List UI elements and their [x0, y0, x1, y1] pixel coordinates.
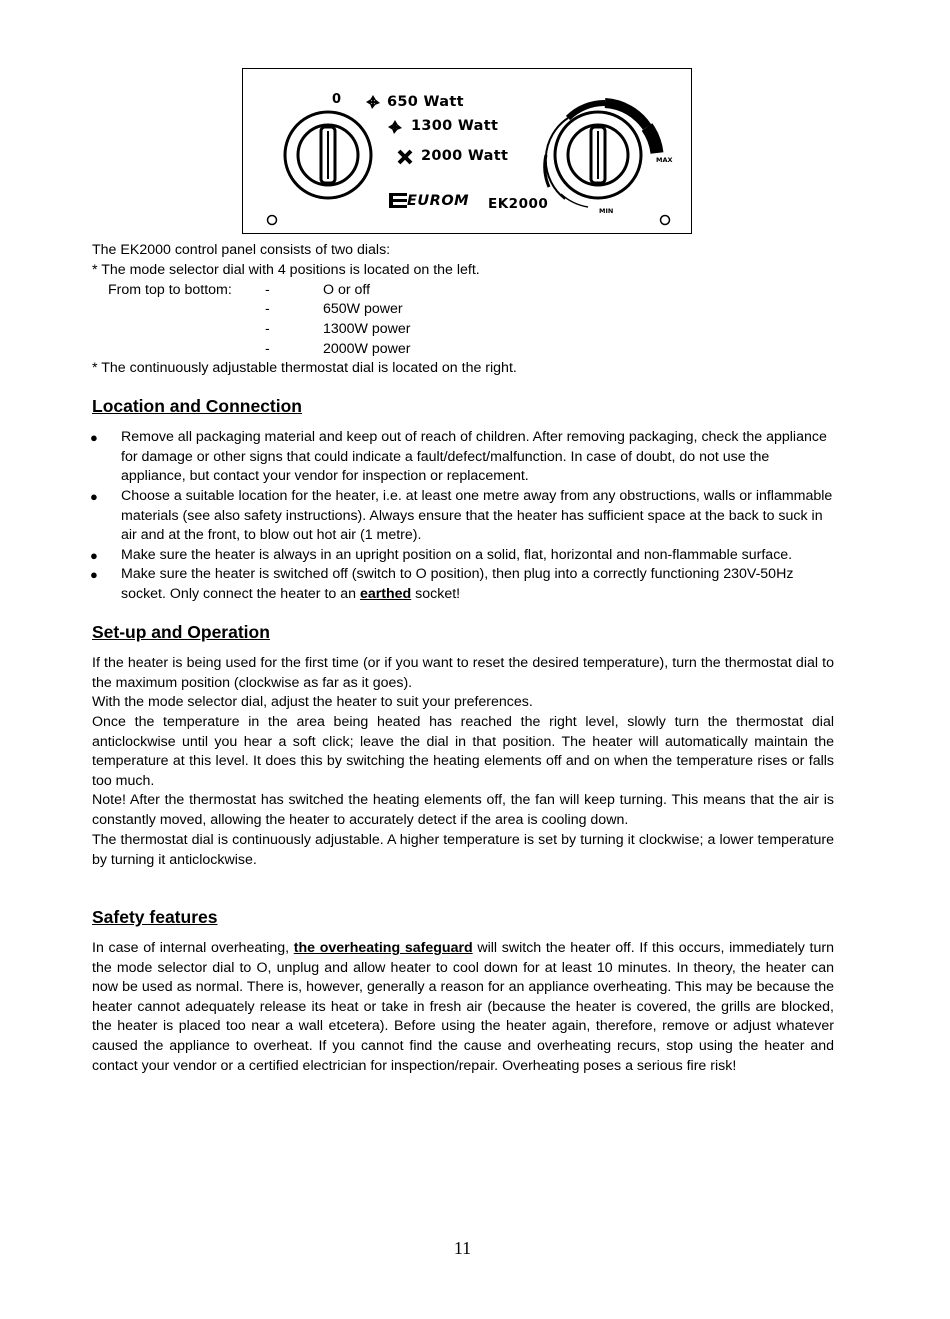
- max-label: MAX: [656, 156, 673, 164]
- setting-1300-label: 1300 Watt: [411, 118, 499, 134]
- location-heading: Location and Connection: [92, 396, 302, 416]
- brand-logo-text: EUROM: [407, 193, 470, 209]
- from-top-label: From top to bottom:: [108, 282, 232, 298]
- position-dash: -: [265, 321, 270, 337]
- position-dash: -: [265, 301, 270, 317]
- screw-hole-left: [268, 216, 277, 225]
- position-off: O or off: [323, 282, 371, 298]
- setting-2000-label: 2000 Watt: [421, 148, 509, 164]
- setup-paragraph-1: If the heater is being used for the first time (or if you want to reset the desired temperature), turn the thermostat dial to the maximum position (clockwise as far as it goes).: [92, 655, 834, 691]
- location-item-4-text: Make sure the heater is switched off (switch to O position), then plug into a correctly functioning 230V-50Hz socket. Only connect the heater to an: [121, 566, 794, 602]
- screw-hole-right: [661, 216, 670, 225]
- off-position-label: 0: [332, 92, 342, 107]
- bullet-icon: ●: [90, 567, 98, 582]
- setup-paragraph-4: Note! After the thermostat has switched the heating elements off, the fan will keep turning. This means that the air is constantly moved, allowing the heater to accurately detect if the area is cooling down.: [92, 792, 834, 828]
- mode-selector-dial: [285, 112, 371, 198]
- safety-text-rest: will switch the heater off. If this occurs, immediately turn the mode selector dial to O, unplug and allow heater to cool down for at least 10 minutes. In theory, the heater can now be used as normal. There is, however, generally a reason for an appliance overheating. This may be because the heater cannot adequately release its heat or take in fresh air (because the heater is covered, the grills are blocked, the heater is placed too near a wall etcetera). Before using the heater again, therefore, remove or adjust whatever caused the appliance to overheat. If you cannot find the cause and overheating recurs, stop using the heater and contact your vendor or a certified electrician for inspection/repair. Overheating poses a serious fire risk!: [92, 940, 834, 1074]
- position-dash: -: [265, 282, 270, 298]
- location-item-3: Make sure the heater is always in an upright position on a solid, flat, horizontal and non-flammable surface.: [121, 547, 793, 563]
- setup-heading: Set-up and Operation: [92, 622, 270, 642]
- setup-paragraph-2: With the mode selector dial, adjust the heater to suit your preferences.: [92, 694, 533, 710]
- location-item-1: Remove all packaging material and keep out of reach of children. After removing packaging, check the appliance for damage or other signs that could indicate a fault/defect/malfunction. In case of doubt, do not use the appliance, but contact your vendor for inspection or replacement.: [121, 429, 827, 485]
- fan-icon-medium: [388, 120, 402, 134]
- setup-paragraph-5: The thermostat dial is continuously adjustable. A higher temperature is set by turning it clockwise; a lower temperature by turning it anticlockwise.: [92, 832, 834, 868]
- min-label: MIN: [599, 207, 614, 215]
- position-650: 650W power: [323, 301, 403, 317]
- setup-paragraph-3: Once the temperature in the area being heated has reached the right level, slowly turn the thermostat dial anticlockwise until you hear a soft click; leave the dial in that position. The heater will automatically maintain the temperature at this level. It does this by switching the heating elements off and on when the temperature rises or falls too much.: [92, 714, 834, 789]
- overheating-safeguard-emphasis: the overheating safeguard: [293, 940, 473, 956]
- location-item-4: [121, 565, 837, 604]
- fan-icon-large: [399, 151, 411, 163]
- position-2000: 2000W power: [323, 341, 411, 357]
- location-item-4-end: socket!: [411, 585, 461, 602]
- bullet-icon: ●: [90, 489, 98, 504]
- bullet-icon: ●: [90, 430, 98, 445]
- model-label: EK2000: [488, 196, 549, 212]
- intro-line-1: The EK2000 control panel consists of two dials:: [92, 242, 391, 258]
- intro-line-3: * The continuously adjustable thermostat dial is located on the right.: [92, 360, 517, 376]
- control-panel-illustration: [242, 68, 692, 234]
- bullet-icon: ●: [90, 548, 98, 563]
- intro-line-2: * The mode selector dial with 4 positions is located on the left.: [92, 262, 480, 278]
- page-number: 11: [453, 1238, 472, 1258]
- thermostat-dial: [555, 112, 641, 198]
- eurom-logo-mark: [389, 193, 407, 208]
- position-dash: -: [265, 341, 270, 357]
- safety-text-start: In case of internal overheating,: [92, 940, 294, 956]
- location-item-2: Choose a suitable location for the heater, i.e. at least one metre away from any obstructions, walls or inflammable materials (see also safety instructions). Always ensure that the heater has sufficient space at the back to suck in air and at the front, to blow out hot air (1 metre).: [121, 488, 833, 544]
- safety-heading: Safety features: [92, 907, 218, 927]
- safety-paragraph: [92, 939, 834, 1076]
- setting-650-label: 650 Watt: [387, 94, 464, 110]
- position-1300: 1300W power: [323, 321, 411, 337]
- earthed-emphasis: earthed: [359, 585, 412, 602]
- fan-icon-small: [366, 95, 380, 109]
